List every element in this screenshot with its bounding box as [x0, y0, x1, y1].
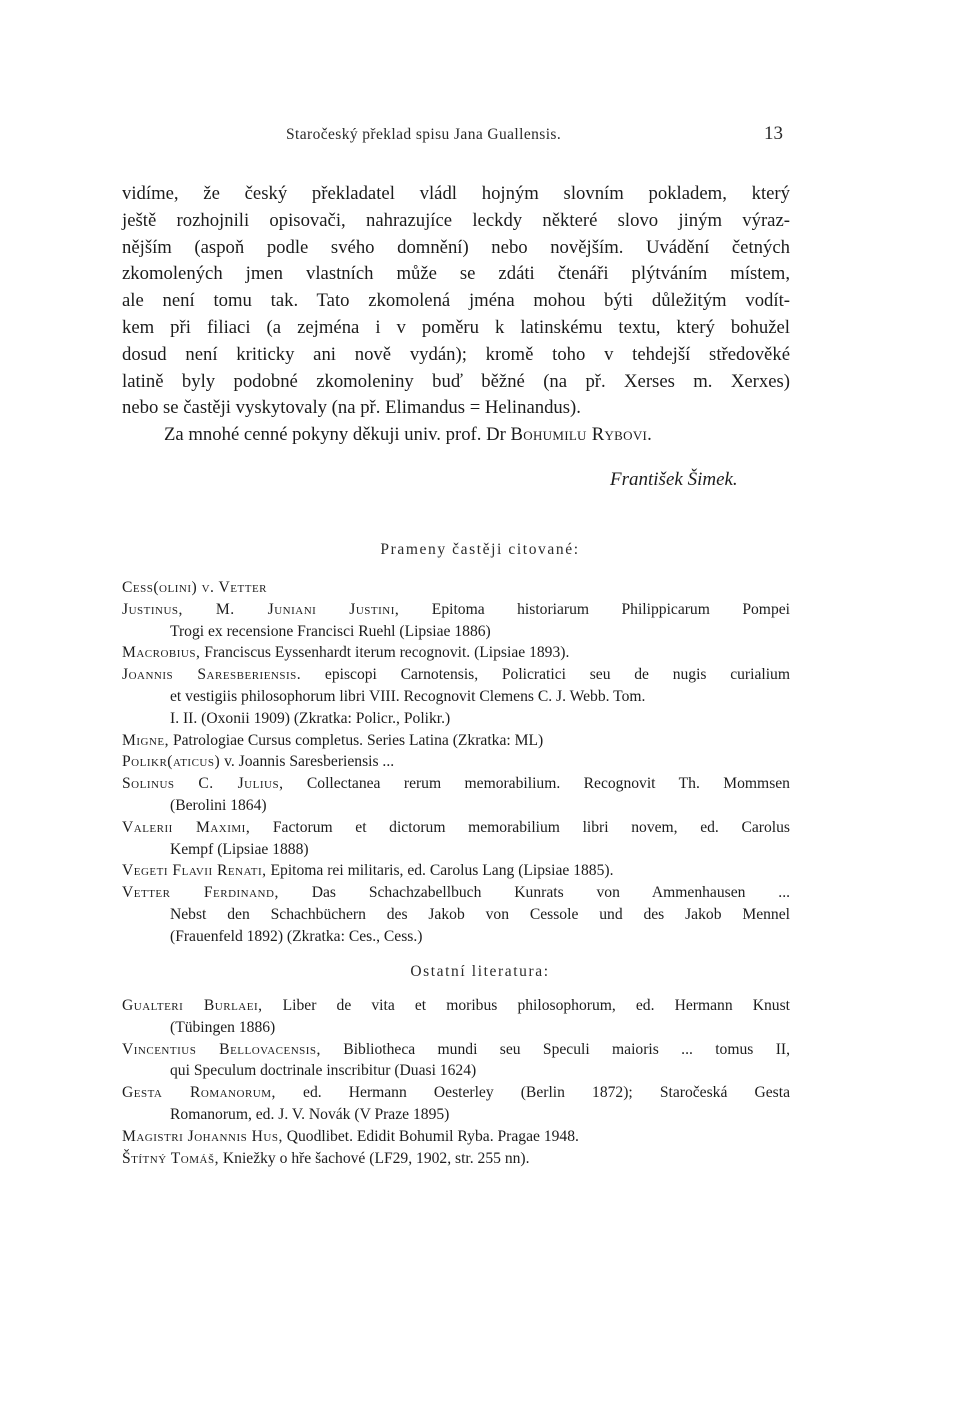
bibliography-entry	[122, 882, 790, 947]
entry-line	[122, 773, 790, 795]
entry-text: episcopi Carnotensis, Policratici seu de nugis curialium	[301, 666, 790, 684]
acknowledgement-name: Bohumilu Rybovi.	[510, 424, 653, 445]
entry-author: Solinus C. Julius,	[122, 775, 284, 793]
entry-line: Nebst den Schachbüchern des Jakob von Cessole und des Jakob Mennel	[170, 905, 790, 923]
body-line: latině byly podobné zkomoleniny buď běžné (na př. Xerses m. Xerxes)	[122, 370, 790, 392]
entry-text: ed. Hermann Oesterley (Berlin 1872); Staročeská Gesta	[275, 1084, 791, 1102]
page-number: 13	[764, 123, 783, 144]
entry-author: Cess(olini) v. Vetter	[122, 579, 268, 596]
entry-line	[122, 1126, 790, 1148]
bibliography-entry	[122, 1148, 790, 1170]
entry-author: Migne,	[122, 731, 170, 749]
bibliography-entry	[122, 577, 790, 599]
bibliography-entry	[122, 1039, 790, 1083]
bibliography-entry	[122, 730, 790, 752]
entry-line	[122, 730, 790, 752]
literature-heading: Ostatní literatura:	[410, 963, 550, 980]
bibliography-entry	[122, 817, 790, 861]
entry-text: Das Schachzabellbuch Kunrats von Ammenhausen ...	[278, 884, 790, 902]
entry-line: et vestigiis philosophorum libri VIII. Recognovit Clemens C. J. Webb. Tom.	[170, 687, 646, 705]
body-line: nebo se častěji vyskytovaly (na př. Elimandus = Helinandus).	[122, 397, 581, 419]
bibliography-entry	[122, 860, 790, 882]
bibliography-entry	[122, 751, 790, 773]
entry-line	[122, 751, 790, 773]
entry-line: I. II. (Oxonii 1909) (Zkratka: Policr., Polikr.)	[170, 709, 451, 727]
entry-author: Valerii Maximi,	[122, 818, 251, 836]
entry-author: Magistri Johannis Hus,	[122, 1127, 283, 1145]
sources-heading: Prameny častěji citované:	[380, 541, 580, 558]
bibliography-entry	[122, 642, 790, 664]
body-line: vidíme, že český překladatel vládl hojným slovním pokladem, který	[122, 183, 790, 204]
bibliography-entry	[122, 1082, 790, 1126]
entry-author: Joannis Saresberiensis.	[122, 666, 302, 684]
bibliography-entry	[122, 1126, 790, 1148]
entry-author: Štítný Tomáš,	[122, 1149, 219, 1167]
entry-line: Trogi ex recensione Francisci Ruehl (Lipsiae 1886)	[170, 622, 491, 640]
entry-text: v. Joannis Saresberiensis ...	[220, 753, 395, 771]
entry-author: Justinus, M. Juniani Justini,	[122, 600, 400, 618]
entry-line: (Frauenfeld 1892) (Zkratka: Ces., Cess.)	[170, 927, 423, 945]
entry-line	[122, 577, 790, 599]
entry-line: (Berolini 1864)	[170, 796, 267, 814]
entry-line: Kempf (Lipsiae 1888)	[170, 840, 309, 858]
entry-text: Factorum et dictorum memorabilium libri novem, ed. Carolus	[250, 818, 790, 836]
entry-author: Vincentius Bellovacensis,	[122, 1040, 321, 1058]
body-paragraph	[122, 181, 790, 422]
bibliography-entry	[122, 773, 790, 817]
entry-author: Gesta Romanorum,	[122, 1084, 276, 1102]
body-line: zkomolených jmen vlastních může se zdáti čtenáři plýtváním místem,	[122, 263, 790, 285]
entry-line: qui Speculum doctrinale inscribitur (Duasi 1624)	[170, 1062, 477, 1080]
body-line: nějším (aspoň podle svého domnění) nebo novějším. Uvádění četných	[122, 236, 790, 258]
entry-line	[122, 642, 790, 664]
literature-list	[122, 995, 790, 1169]
acknowledgement-text: Za mnohé cenné pokyny děkuji univ. prof. Dr	[164, 424, 511, 445]
entry-line	[122, 995, 790, 1017]
entry-text: Collectanea rerum memorabilium. Recognovit Th. Mommsen	[283, 775, 790, 793]
entry-text: Patrologiae Cursus completus. Series Latina (Zkratka: ML)	[169, 731, 544, 749]
acknowledgement	[164, 421, 652, 448]
entry-author: Macrobius,	[122, 644, 201, 662]
entry-line	[122, 599, 790, 621]
bibliography-entry	[122, 599, 790, 643]
entry-line: Romanorum, ed. J. V. Novák (V Praze 1895)	[170, 1105, 450, 1123]
body-line: dosud není kriticky ani nově vydán); kromě toho v tehdejší středověké	[122, 343, 790, 365]
entry-text: Quodlibet. Edidit Bohumil Ryba. Pragae 1948.	[282, 1127, 579, 1145]
body-line: kem při filiaci (a zejména i v poměru k latinskému textu, který bohužel	[122, 316, 790, 338]
author-signature: František Šimek.	[610, 469, 738, 490]
entry-text: Epitoma historiarum Philippicarum Pompei	[399, 600, 790, 618]
entry-author: Vegeti Flavii Renati,	[122, 862, 267, 880]
running-title: Staročeský překlad spisu Jana Guallensis.	[286, 126, 562, 143]
entry-author: Vetter Ferdinand,	[122, 884, 279, 902]
entry-line: (Tübingen 1886)	[170, 1018, 276, 1036]
entry-line	[122, 1082, 790, 1104]
entry-line	[122, 1148, 790, 1170]
entry-line	[122, 860, 790, 882]
entry-line	[122, 817, 790, 839]
entry-text: Kniežky o hře šachové (LF29, 1902, str. 255 nn).	[219, 1149, 530, 1167]
bibliography-entry	[122, 664, 790, 729]
bibliography-entry	[122, 995, 790, 1039]
entry-text: Epitoma rei militaris, ed. Carolus Lang (Lipsiae 1885).	[266, 862, 614, 880]
body-line: ale není tomu tak. Tato zkomolená jména mohou býti důležitým vodít-	[122, 290, 790, 312]
entry-line	[122, 1039, 790, 1061]
entry-author: Gualteri Burlaei,	[122, 997, 263, 1014]
entry-text: Franciscus Eyssenhardt iterum recognovit. (Lipsiae 1893).	[200, 644, 570, 662]
entry-text: Liber de vita et moribus philosophorum, ed. Hermann Knust	[262, 997, 791, 1014]
entry-text: Bibliotheca mundi seu Speculi maioris ... tomus II,	[320, 1040, 790, 1058]
sources-list	[122, 577, 790, 948]
entry-author: Polikr(aticus)	[122, 753, 221, 771]
entry-line	[122, 664, 790, 686]
body-line: ještě rozhojnili opisovači, nahrazujíce leckdy některé slovo jiným výraz-	[122, 209, 790, 231]
running-header	[0, 123, 960, 150]
entry-line	[122, 882, 790, 904]
